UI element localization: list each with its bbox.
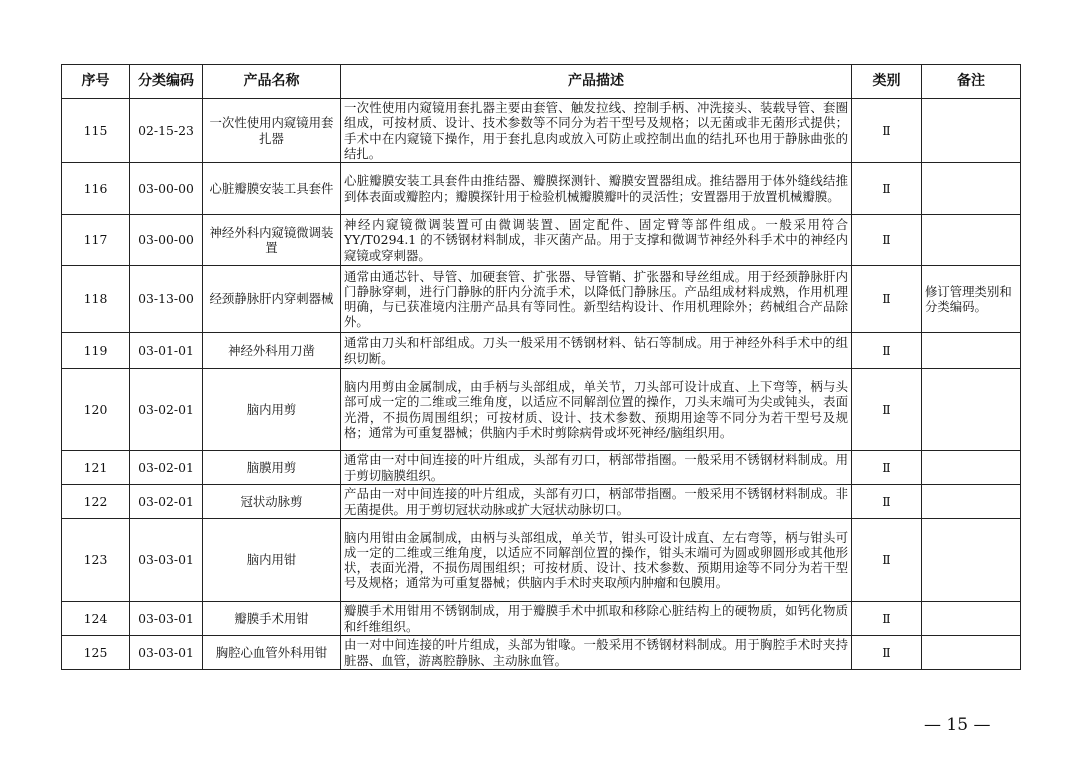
cell-note xyxy=(922,485,1021,519)
cell-no: 117 xyxy=(62,215,130,266)
cell-class: Ⅱ xyxy=(852,163,922,215)
cell-note xyxy=(922,99,1021,163)
cell-name: 冠状动脉剪 xyxy=(203,485,341,519)
cell-name: 脑内用剪 xyxy=(203,369,341,451)
header-no: 序号 xyxy=(62,65,130,99)
cell-description: 脑内用剪由金属制成，由手柄与头部组成，单关节，刀头部可设计成直、上下弯等，柄与头部可成一定的二维或三维角度，以适应不同解剖位置的操作，刀头末端可为尖或钝头，表面光滑，不损伤周围组织；可按材质、设计、技术参数、预期用途等不同分为若干型号及规格；通常为可重复器械；供脑内手术时剪除病骨或坏死神经/脑组织用。 xyxy=(341,369,852,451)
cell-description: 一次性使用内窥镜用套扎器主要由套管、触发拉线、控制手柄、冲洗接头、装载导管、套圈组成，可按材质、设计、技术参数等不同分为若干型号及规格；以无菌或非无菌形式提供；手术中在内窥镜下操作，用于套扎息肉或放入可防止或控制出血的结扎环也用于静脉曲张的结扎。 xyxy=(341,99,852,163)
cell-no: 124 xyxy=(62,602,130,636)
cell-name: 脑内用钳 xyxy=(203,519,341,602)
cell-description: 由一对中间连接的叶片组成，头部为钳喙。一般采用不锈钢材料制成。用于胸腔手术时夹持脏器、血管，游离腔静脉、主动脉血管。 xyxy=(341,636,852,670)
cell-no: 121 xyxy=(62,451,130,485)
cell-no: 123 xyxy=(62,519,130,602)
cell-description: 通常由通芯针、导管、加硬套管、扩张器、导管鞘、扩张器和导丝组成。用于经颈静脉肝内门静脉穿刺，进行门静脉的肝内分流手术，以降低门静脉压。产品组成材料成熟，作用机理明确，与已获准境内注册产品具有等同性。新型结构设计、作用机理除外；药械组合产品除外。 xyxy=(341,266,852,333)
table-row xyxy=(62,519,1021,602)
cell-name: 胸腔心血管外科用钳 xyxy=(203,636,341,670)
cell-class: Ⅱ xyxy=(852,215,922,266)
cell-name: 神经外科内窥镜微调装置 xyxy=(203,215,341,266)
cell-description: 脑内用钳由金属制成，由柄与头部组成，单关节，钳头可设计成直、左右弯等，柄与钳头可成一定的二维或三维角度，以适应不同解剖位置的操作，钳头末端可为圆或卵圆形或其他形状，表面光滑，不损伤周围组织；可按材质、设计、技术参数、预期用途等不同分为若干型号及规格；通常为可重复器械；供脑内手术时夹取颅内肿瘤和包膜用。 xyxy=(341,519,852,602)
table-header-row xyxy=(62,65,1021,99)
cell-no: 115 xyxy=(62,99,130,163)
cell-code: 02-15-23 xyxy=(130,99,203,163)
cell-code: 03-00-00 xyxy=(130,163,203,215)
cell-no: 116 xyxy=(62,163,130,215)
cell-note xyxy=(922,369,1021,451)
table-row xyxy=(62,485,1021,519)
cell-description: 心脏瓣膜安装工具套件由推结器、瓣膜探测针、瓣膜安置器组成。推结器用于体外缝线结推到体表面或瓣腔内；瓣膜探针用于检验机械瓣膜瓣叶的灵活性；安置器用于放置机械瓣膜。 xyxy=(341,163,852,215)
cell-code: 03-00-00 xyxy=(130,215,203,266)
cell-class: Ⅱ xyxy=(852,369,922,451)
cell-note xyxy=(922,215,1021,266)
header-description: 产品描述 xyxy=(341,65,852,99)
cell-no: 122 xyxy=(62,485,130,519)
cell-class: Ⅱ xyxy=(852,602,922,636)
cell-description: 产品由一对中间连接的叶片组成，头部有刃口，柄部带指圈。一般采用不锈钢材料制成。非无菌提供。用于剪切冠状动脉或扩大冠状动脉切口。 xyxy=(341,485,852,519)
cell-note xyxy=(922,333,1021,369)
page-number: — 15 — xyxy=(924,715,991,735)
table-row xyxy=(62,163,1021,215)
cell-class: Ⅱ xyxy=(852,266,922,333)
cell-name: 心脏瓣膜安装工具套件 xyxy=(203,163,341,215)
cell-class: Ⅱ xyxy=(852,519,922,602)
cell-code: 03-02-01 xyxy=(130,369,203,451)
cell-code: 03-03-01 xyxy=(130,636,203,670)
cell-name: 一次性使用内窥镜用套扎器 xyxy=(203,99,341,163)
cell-code: 03-13-00 xyxy=(130,266,203,333)
cell-class: Ⅱ xyxy=(852,451,922,485)
cell-note xyxy=(922,519,1021,602)
table-row xyxy=(62,99,1021,163)
cell-class: Ⅱ xyxy=(852,99,922,163)
header-class: 类别 xyxy=(852,65,922,99)
header-name: 产品名称 xyxy=(203,65,341,99)
header-note: 备注 xyxy=(922,65,1021,99)
cell-no: 125 xyxy=(62,636,130,670)
cell-class: Ⅱ xyxy=(852,333,922,369)
cell-name: 脑膜用剪 xyxy=(203,451,341,485)
cell-no: 120 xyxy=(62,369,130,451)
cell-note xyxy=(922,602,1021,636)
table-row xyxy=(62,215,1021,266)
cell-description: 通常由刀头和杆部组成。刀头一般采用不锈钢材料、钻石等制成。用于神经外科手术中的组织切断。 xyxy=(341,333,852,369)
cell-class: Ⅱ xyxy=(852,485,922,519)
product-table xyxy=(61,64,1021,670)
cell-code: 03-02-01 xyxy=(130,451,203,485)
header-code: 分类编码 xyxy=(130,65,203,99)
cell-note xyxy=(922,636,1021,670)
cell-code: 03-01-01 xyxy=(130,333,203,369)
cell-name: 瓣膜手术用钳 xyxy=(203,602,341,636)
cell-no: 119 xyxy=(62,333,130,369)
cell-no: 118 xyxy=(62,266,130,333)
cell-note: 修订管理类别和分类编码。 xyxy=(922,266,1021,333)
cell-description: 通常由一对中间连接的叶片组成，头部有刃口，柄部带指圈。一般采用不锈钢材料制成。用于剪切脑膜组织。 xyxy=(341,451,852,485)
cell-class: Ⅱ xyxy=(852,636,922,670)
cell-description: 瓣膜手术用钳用不锈钢制成，用于瓣膜手术中抓取和移除心脏结构上的硬物质，如钙化物质和纤维组织。 xyxy=(341,602,852,636)
table-row xyxy=(62,636,1021,670)
cell-description: 神经内窥镜微调装置可由微调装置、固定配件、固定臂等部件组成。一般采用符合 YY/T0294.1 的不锈钢材料制成，非灭菌产品。用于支撑和微调节神经外科手术中的神经内窥镜或穿刺器。 xyxy=(341,215,852,266)
table-row xyxy=(62,266,1021,333)
table-row xyxy=(62,451,1021,485)
cell-name: 经颈静脉肝内穿刺器械 xyxy=(203,266,341,333)
cell-code: 03-03-01 xyxy=(130,602,203,636)
cell-code: 03-03-01 xyxy=(130,519,203,602)
table-row xyxy=(62,333,1021,369)
table-row xyxy=(62,369,1021,451)
cell-note xyxy=(922,163,1021,215)
cell-code: 03-02-01 xyxy=(130,485,203,519)
table-row xyxy=(62,602,1021,636)
cell-name: 神经外科用刀凿 xyxy=(203,333,341,369)
cell-note xyxy=(922,451,1021,485)
